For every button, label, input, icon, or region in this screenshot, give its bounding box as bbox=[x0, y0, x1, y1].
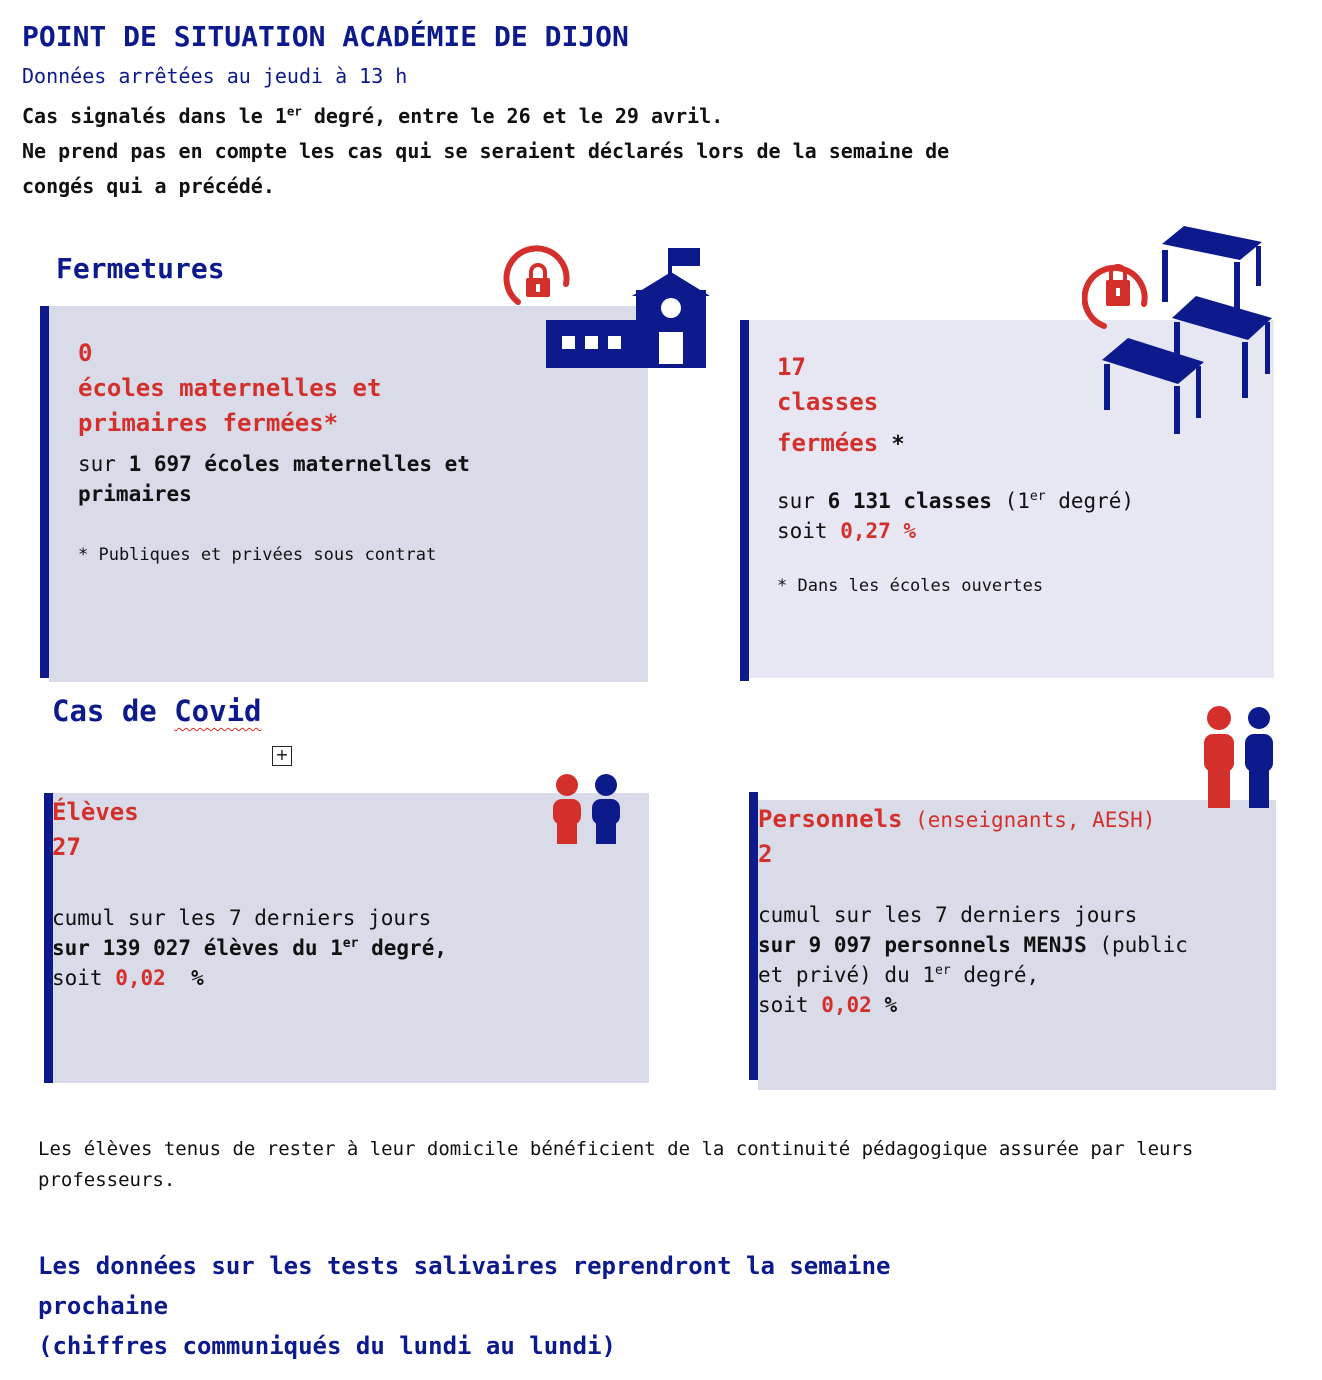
schools-closed-count: 0 bbox=[78, 339, 93, 367]
schools-total: sur 1 697 écoles maternelles et bbox=[78, 452, 470, 476]
classes-ratio: soit 0,27 % bbox=[777, 519, 917, 543]
eleves-ratio: soit 0,02 % bbox=[52, 966, 204, 990]
continuity-note: Les élèves tenus de rester à leur domicile bénéficient de la continuité pédagogique assurée par leurs professeurs. bbox=[38, 1138, 1194, 1191]
classes-panel-content bbox=[777, 350, 1134, 596]
classes-closed-label-2: fermées * bbox=[777, 429, 905, 457]
personnels-label-row: Personnels (enseignants, AESH) bbox=[758, 805, 1156, 833]
personnels-panel-bar bbox=[749, 792, 758, 1080]
classes-closed-label-1: classes bbox=[777, 388, 879, 416]
page-title: POINT DE SITUATION ACADÉMIE DE DIJON bbox=[22, 20, 629, 53]
eleves-panel-content bbox=[52, 795, 447, 993]
page-subtitle: Données arrêtées au jeudi à 13 h bbox=[22, 64, 408, 88]
tests-notice-line-3: (chiffres communiqués du lundi au lundi) bbox=[38, 1332, 616, 1360]
schools-closed-label-2: primaires fermées* bbox=[78, 409, 339, 437]
school-lock-icon bbox=[500, 244, 710, 370]
schools-panel-content bbox=[78, 336, 470, 565]
expand-icon[interactable]: + bbox=[272, 746, 292, 766]
tests-notice bbox=[38, 1246, 1238, 1366]
personnels-panel-content bbox=[758, 802, 1188, 1020]
classes-closed-count: 17 bbox=[777, 353, 806, 381]
intro-line-2: Ne prend pas en compte les cas qui se seraient déclarés lors de la semaine de bbox=[22, 139, 950, 163]
personnels-count: 2 bbox=[758, 840, 773, 868]
people-icon bbox=[548, 772, 624, 846]
eleves-label: Élèves bbox=[52, 798, 139, 826]
eleves-count: 27 bbox=[52, 833, 81, 861]
tests-notice-line-2: prochaine bbox=[38, 1292, 169, 1320]
desks-lock-icon bbox=[1082, 222, 1274, 436]
schools-closed-label-1: écoles maternelles et bbox=[78, 374, 382, 402]
people-icon-large bbox=[1198, 704, 1278, 810]
tests-notice-line-1: Les données sur les tests salivaires reprendront la semaine bbox=[38, 1252, 891, 1280]
eleves-total: sur 139 027 élèves du 1er degré, bbox=[52, 936, 447, 960]
classes-star: * bbox=[891, 432, 905, 457]
classes-footnote: * Dans les écoles ouvertes bbox=[777, 576, 1044, 596]
section-heading-covid: Cas de Covid bbox=[52, 694, 262, 728]
classes-total: sur 6 131 classes (1er degré) bbox=[777, 489, 1135, 513]
schools-total-line-2: primaires bbox=[78, 482, 192, 506]
personnels-total-line-2: et privé) du 1er degré, bbox=[758, 963, 1040, 987]
section-heading-fermetures: Fermetures bbox=[56, 252, 225, 285]
personnels-ratio: soit 0,02 % bbox=[758, 993, 898, 1017]
personnels-cumul: cumul sur les 7 derniers jours bbox=[758, 903, 1138, 927]
schools-panel-bar bbox=[40, 306, 49, 678]
personnels-total: sur 9 097 personnels MENJS (public bbox=[758, 933, 1188, 957]
eleves-cumul: cumul sur les 7 derniers jours bbox=[52, 906, 432, 930]
intro-line-3: congés qui a précédé. bbox=[22, 174, 275, 198]
schools-footnote: * Publiques et privées sous contrat bbox=[78, 545, 437, 565]
intro-text bbox=[22, 99, 1222, 204]
classes-panel-bar bbox=[740, 320, 749, 681]
intro-line-1: Cas signalés dans le 1er degré, entre le 26 et le 29 avril. bbox=[22, 103, 724, 128]
